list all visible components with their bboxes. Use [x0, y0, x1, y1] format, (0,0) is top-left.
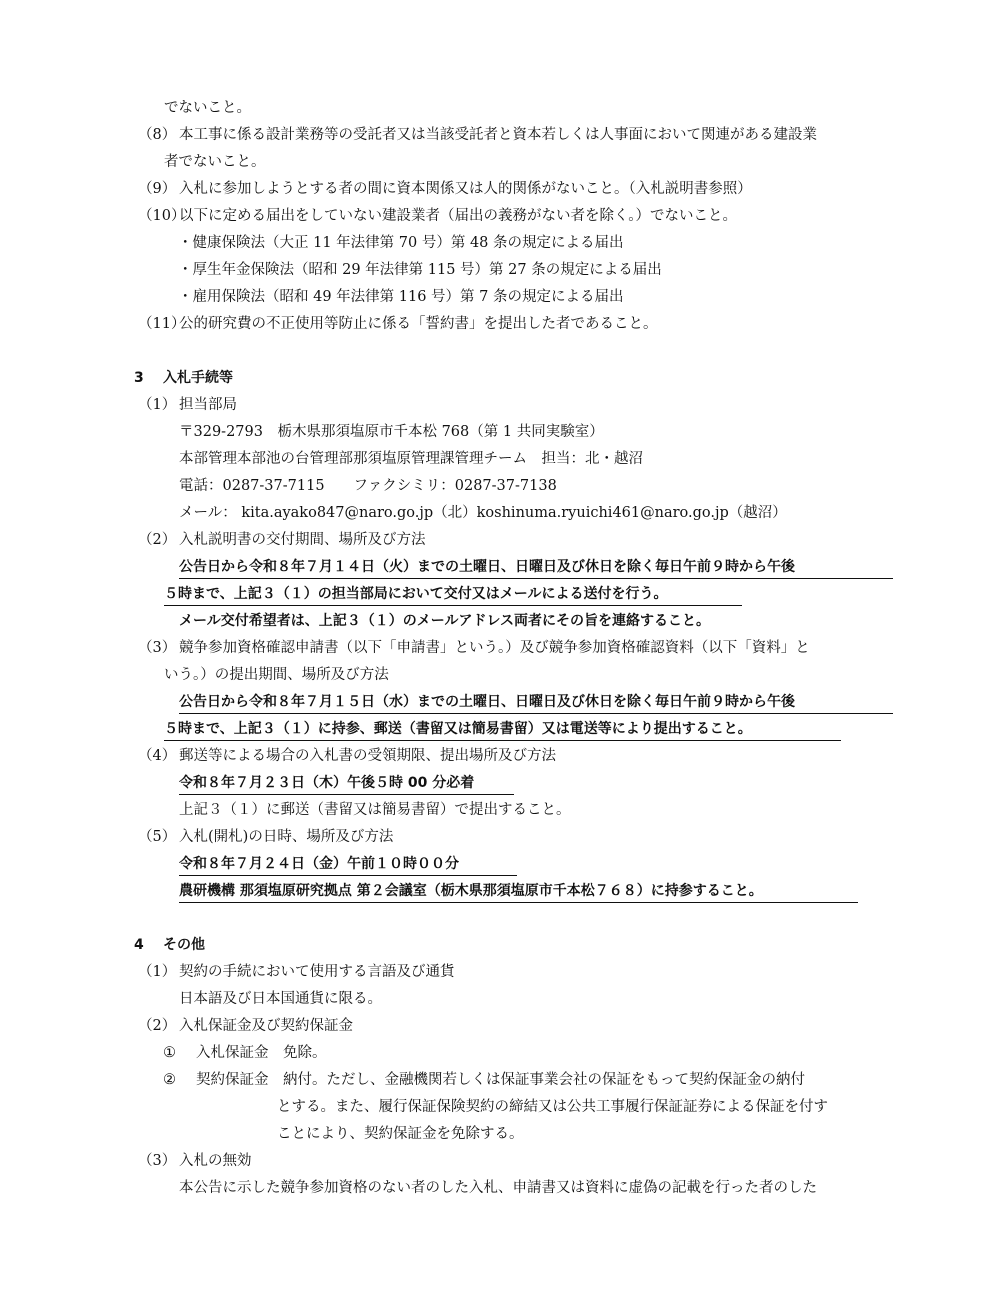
bold-text: 令和８年７月２３日（木）午後５時 00 分必着	[179, 775, 475, 791]
section-number: 4	[134, 937, 144, 953]
item-title: 入札(開札)の日時、場所及び方法	[179, 829, 394, 845]
item-number: （11）	[138, 316, 186, 332]
item-number: （9）	[138, 181, 177, 197]
circled-number: ②	[163, 1072, 176, 1088]
item-number: （2）	[138, 532, 177, 548]
item-text: 入札保証金 免除。	[196, 1045, 327, 1061]
bullet-item: ・厚生年金保険法（昭和 29 年法律第 115 号）第 27 条の規定による届出	[178, 262, 662, 278]
item-number: （1）	[138, 964, 177, 980]
underline	[164, 605, 742, 606]
item-text: 以下に定める届出をしていない建設業者（届出の義務がない者を除く。）でないこと。	[179, 208, 737, 224]
item-title: 担当部局	[179, 397, 237, 413]
item-text: 契約保証金 納付。ただし、金融機関若しくは保証事業会社の保証をもって契約保証金の納付	[196, 1072, 805, 1088]
email-addresses: メール： kita.ayako847@naro.go.jp（北）koshinuma.ryuichi461@naro.go.jp（越沼）	[179, 505, 787, 521]
item-number: （3）	[138, 640, 177, 656]
item-text: 本公告に示した競争参加資格のない者のした入札、申請書又は資料に虚偽の記載を行った者のした	[179, 1180, 817, 1196]
circled-number: ①	[163, 1045, 176, 1061]
section-heading: その他	[163, 937, 205, 953]
bold-text: 令和８年７月２４日（金）午前１０時００分	[179, 856, 459, 872]
item-number: （3）	[138, 1153, 177, 1169]
bold-text: メール交付希望者は、上記３（１）のメールアドレス両者にその旨を連絡すること。	[179, 613, 711, 629]
item-title: 入札説明書の交付期間、場所及び方法	[179, 532, 426, 548]
item-text: 入札に参加しようとする者の間に資本関係又は人的関係がないこと。（入札説明書参照）	[179, 181, 752, 197]
item-text: 者でないこと。	[164, 154, 266, 170]
item-text: 上記３（１）に郵送（書留又は簡易書留）で提出すること。	[179, 802, 571, 818]
item-title: 入札保証金及び契約保証金	[179, 1018, 353, 1034]
bold-text: ５時まで、上記３（１）に持参、郵送（書留又は簡易書留）又は電送等により提出すること。	[164, 721, 752, 737]
item-number: （4）	[138, 748, 177, 764]
underline	[179, 875, 517, 876]
bold-text: 公告日から令和８年７月１５日（水）までの土曜日、日曜日及び休日を除く毎日午前９時から午後	[179, 694, 795, 710]
underline	[164, 740, 841, 741]
item-text: とする。また、履行保証保険契約の締結又は公共工事履行保証証券による保証を付す	[277, 1099, 828, 1115]
item-number: （5）	[138, 829, 177, 845]
item-number: （10）	[138, 208, 186, 224]
item-title: 競争参加資格確認申請書（以下「申請書」という。）及び競争参加資格確認資料（以下「資料」と	[179, 640, 810, 656]
section-number: 3	[134, 370, 144, 386]
item-text: 日本語及び日本国通貨に限る。	[179, 991, 382, 1007]
item-text: ことにより、契約保証金を免除する。	[277, 1126, 524, 1142]
item-title: 郵送等による場合の入札書の受領期限、提出場所及び方法	[179, 748, 556, 764]
continuation-line: でないこと。	[164, 100, 251, 116]
bold-text: ５時まで、上記３（１）の担当部局において交付又はメールによる送付を行う。	[164, 586, 668, 602]
item-number: （1）	[138, 397, 177, 413]
item-title: 入札の無効	[179, 1153, 252, 1169]
item-number: （8）	[138, 127, 177, 143]
item-text: 本工事に係る設計業務等の受託者又は当該受託者と資本若しくは人事面において関連がある建設業	[179, 127, 817, 143]
item-number: （2）	[138, 1018, 177, 1034]
underline	[179, 902, 858, 903]
item-title: 契約の手続において使用する言語及び通貨	[179, 964, 455, 980]
department: 本部管理本部池の台管理部那須塩原管理課管理チーム 担当：北・越沼	[179, 451, 643, 467]
underline	[179, 794, 514, 795]
bold-text: 農研機構 那須塩原研究拠点 第２会議室（栃木県那須塩原市千本松７６８）に持参すること。	[179, 883, 763, 899]
item-text: 公的研究費の不正使用等防止に係る「誓約書」を提出した者であること。	[179, 316, 658, 332]
underline	[179, 578, 893, 579]
bullet-item: ・雇用保険法（昭和 49 年法律第 116 号）第 7 条の規定による届出	[178, 289, 624, 305]
section-heading: 入札手続等	[163, 370, 233, 386]
underline	[179, 713, 893, 714]
bold-text: 公告日から令和８年７月１４日（火）までの土曜日、日曜日及び休日を除く毎日午前９時から午後	[179, 559, 795, 575]
bullet-item: ・健康保険法（大正 11 年法律第 70 号）第 48 条の規定による届出	[178, 235, 624, 251]
item-title: いう。）の提出期間、場所及び方法	[164, 667, 389, 683]
address: 〒329-2793 栃木県那須塩原市千本松 768（第 1 共同実験室）	[179, 424, 604, 440]
phone-fax: 電話：0287-37-7115 ファクシミリ：0287-37-7138	[179, 478, 557, 494]
